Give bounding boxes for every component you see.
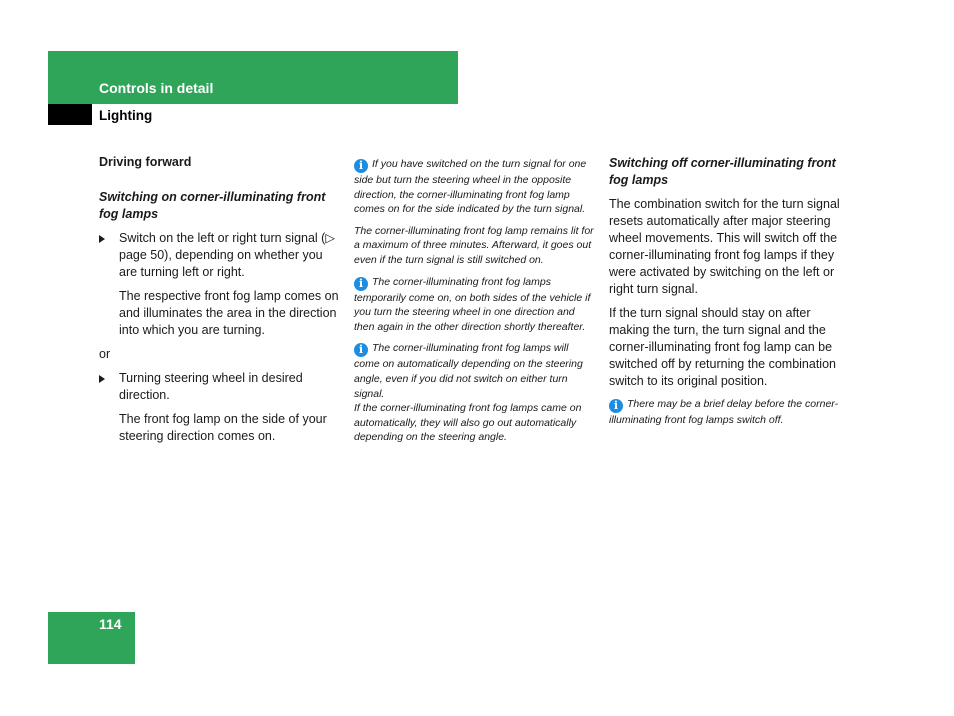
note-continuation: The corner-illuminating front fog lamp remains lit for a maximum of three minutes. Afterward, it goes out even if the turn signal is still switched on. [354, 224, 594, 266]
bullet-text: Turning steering wheel in desired direction. [119, 371, 303, 402]
or-text: or [99, 347, 111, 361]
bullet-item-turn-signal [99, 230, 341, 281]
paragraph: The combination switch for the turn signal resets automatically after major steering wheel movements. This will switch off the corner-illuminating front fog lamps if they were activated by switching on the left or right turn signal. [609, 197, 840, 296]
note-text: If you have switched on the turn signal for one side but turn the steering wheel in the opposite direction, the corner-illuminating front fog lamp comes on for the side indicated by the turn signal. [354, 158, 587, 216]
note-automatic [354, 341, 594, 401]
note-both-sides [354, 275, 594, 335]
column-3 [609, 155, 849, 435]
note-text: The corner-illuminating front fog lamps will come on automatically depending on the steering angle, even if you did not switch on either turn signal. [354, 342, 583, 400]
switch-on-heading: Switching on corner-illuminating front fog lamps [99, 190, 326, 221]
column-1 [99, 154, 341, 452]
section-title: Controls in detail [99, 80, 214, 96]
bullet-result-text: The respective front fog lamp comes on and illuminates the area in the direction into which you are turning. [119, 289, 339, 337]
section-marker-tab [48, 104, 92, 125]
subsection-title: Lighting [99, 108, 153, 123]
column-2 [354, 157, 594, 452]
info-icon: i [354, 159, 368, 173]
info-icon: i [609, 399, 623, 413]
info-icon: i [354, 277, 368, 291]
note-continuation: If the corner-illuminating front fog lamps came on automatically, they will also go out automatically depending on the steering angle. [354, 402, 582, 444]
note-text: The corner-illuminating front fog lamps temporarily come on, on both sides of the vehicle if you turn the steering wheel in one direction and then again in the other direction shortly thereafter. [354, 275, 591, 333]
info-icon: i [354, 343, 368, 357]
driving-forward-heading: Driving forward [99, 155, 192, 169]
paragraph: If the turn signal should stay on after making the turn, the turn signal and the corner-illuminating front fog lamp can be switched off by returning the combination switch to its original position. [609, 306, 836, 388]
header-band [48, 51, 458, 104]
bullet-result-text: The front fog lamp on the side of your steering direction comes on. [119, 412, 327, 443]
page-number: 114 [99, 616, 122, 632]
note-delay [609, 397, 849, 428]
bullet-item-steering [99, 370, 341, 404]
bullet-text: Switch on the left or right turn signal (▷ page 50), depending on whether you are turning left or right. [119, 231, 335, 279]
switch-off-heading: Switching off corner-illuminating front fog lamps [609, 156, 836, 187]
triangle-bullet-icon [99, 235, 105, 243]
triangle-bullet-icon [99, 375, 105, 383]
note-turn-signal [354, 157, 594, 217]
note-text: There may be a brief delay before the corner-illuminating front fog lamps switch off. [609, 398, 839, 426]
